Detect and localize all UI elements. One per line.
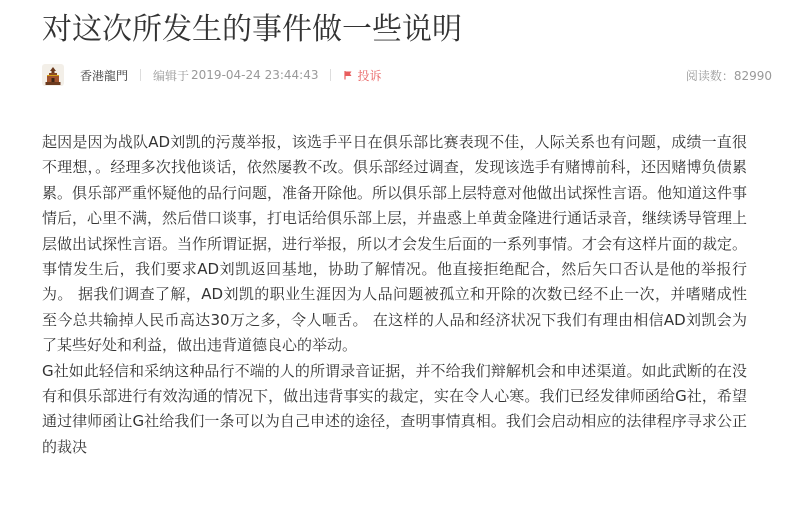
edit-time: 2019-04-24 23:44:43 <box>191 68 319 82</box>
article-meta <box>42 62 772 88</box>
paragraph: 起因是因为战队AD刘凯的污蔑举报，该选手平日在俱乐部比赛表现不佳，人际关系也有问题，成绩一直很不理想，。经理多次找他谈话，依然屡教不改。俱乐部经过调查，发现该选手有赌博前科，还因赌博负债累累。俱乐部严重怀疑他的品行问题，准备开除他。所以俱乐部上层特意对他做出试探性言语。他知道这件事情后，心里不满，然后借口谈事，打电话给俱乐部上层，并蛊惑上单黄金隆进行通话录音，继续诱导管理上层做出试探性言语。当作所谓证据，进行举报，所以才会发生后面的一系列事情。才会有这样片面的裁定。 <box>42 133 748 253</box>
read-count: 阅读数：82990 <box>685 68 772 83</box>
meta-divider <box>330 69 331 81</box>
paragraph: 事情发生后，我们要求AD刘凯返回基地，协助了解情况。他直接拒绝配合，然后矢口否认是他的举报行为。 据我们调查了解，AD刘凯的职业生涯因为人品问题被孤立和开除的次数已经不止一次，并嗜赌成性 至今总共输掉人民币高达30万之多，令人咂舌。 在这样的人品和经济状况下我们有理由相信AD刘凯会为了某些好处和利益，做出违背道德良心的举动。 <box>42 260 747 355</box>
edit-label: 编辑于 <box>153 68 190 83</box>
report-icon[interactable] <box>343 70 353 80</box>
report-link[interactable]: 投诉 <box>357 68 382 83</box>
meta-divider <box>140 69 141 81</box>
paragraph: G社如此轻信和采纳这种品行不端的人的所谓录音证据，并不给我们辩解机会和申述渠道。如此武断的在没有和俱乐部进行有效沟通的情况下，做出违背事实的裁定，实在令人心寒。我们已经发律师函给G社，希望通过律师函让G社给我们一条可以为自己申述的途径，查明事情真相。我们会启动相应的法律程序寻求公正的裁决 <box>42 361 747 456</box>
avatar-image <box>44 66 62 86</box>
avatar[interactable] <box>42 64 64 86</box>
article-body <box>42 130 747 460</box>
author-name[interactable]: 香港龍門 <box>80 68 129 83</box>
article-title: 对这次所发生的事件做一些说明 <box>42 12 462 47</box>
